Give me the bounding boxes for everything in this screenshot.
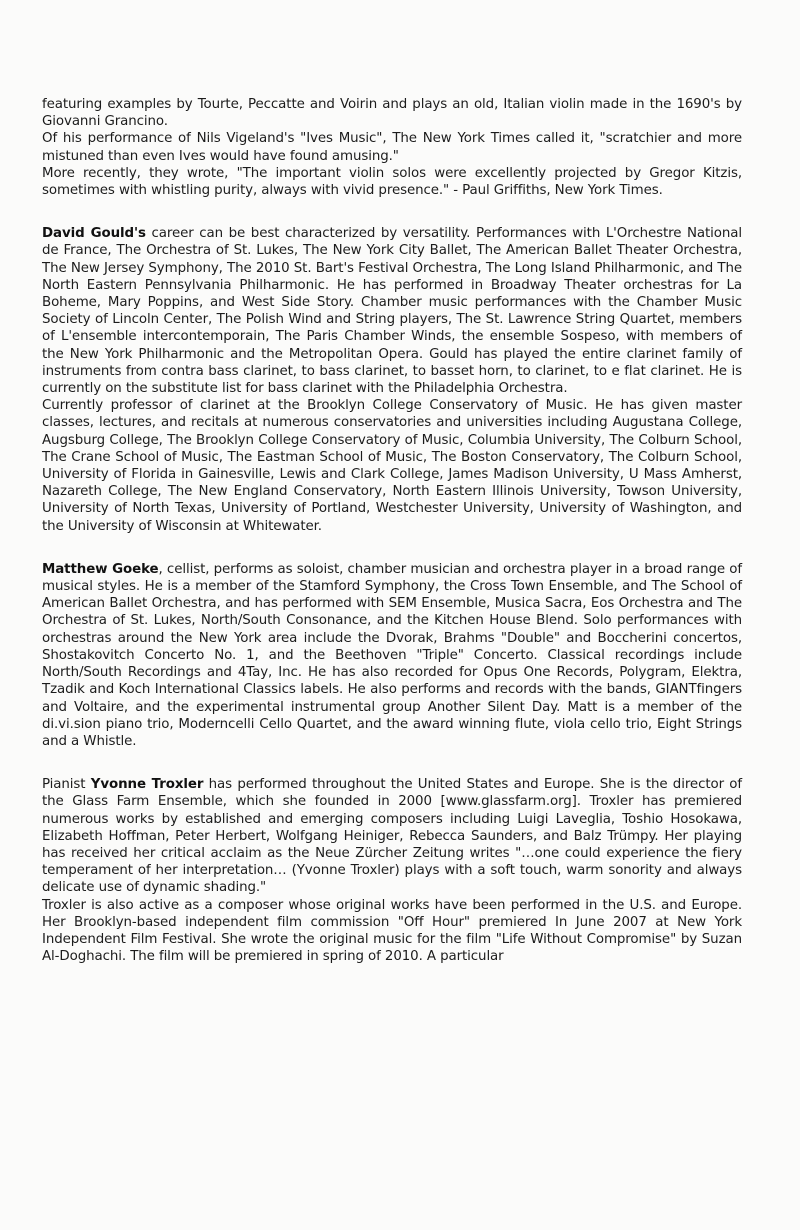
gould-paragraph-career [42, 225, 742, 397]
troxler-paragraph-composer: Troxler is also active as a composer whose original works have been performed in the U.S. and Europe. Her Brooklyn-based independent film commission "Off Hour" premiered In June 2007 at New York Independent Film Festival. She wrote the original music for the film "Life Without Compromise" by Suzan Al-Doghachi. The film will be premiered in spring of 2010. A particular [42, 897, 742, 965]
kitzis-paragraph-instruments: featuring examples by Tourte, Peccatte and Voirin and plays an old, Italian violin made in the 1690's by Giovanni Grancino. [42, 97, 742, 130]
troxler-name: Yvonne Troxler [90, 777, 204, 793]
kitzis-paragraph-griffiths-review: More recently, they wrote, "The important violin solos were excellently projected by Gregor Kitzis, sometimes with whistling purity, always with vivid presence." - Paul Griffiths, New York Times. [42, 165, 742, 199]
kitzis-paragraph-ives-review: Of his performance of Nils Vigeland's "Ives Music", The New York Times called it, "scratchier and more mistuned than even Ives would have found amusing." [42, 131, 742, 164]
troxler-bio-section [42, 776, 742, 965]
section-spacer [42, 199, 742, 225]
gould-paragraph-teaching: Currently professor of clarinet at the Brooklyn College Conservatory of Music. He has given master classes, lectures, and recitals at numerous conservatories and universities including Augustana College, Augsburg College, The Brooklyn College Conservatory of Music, Columbia University, The Colburn School, The Crane School of Music, The Eastman School of Music, The Boston Conservatory, The Colburn School, University of Florida in Gainesville, Lewis and Clark College, James Madison University, U Mass Amherst, Nazareth College, The New England Conservatory, North Eastern Illinois University, Towson University, University of North Texas, University of Portland, Westchester University, University of Washington, and the University of Wisconsin at Whitewater. [42, 398, 742, 534]
goeke-paragraph [42, 561, 742, 750]
troxler-paragraph-performance [42, 776, 742, 896]
section-spacer [42, 750, 742, 776]
bio-text-column [42, 96, 742, 965]
section-spacer [42, 535, 742, 561]
troxler-prefix: Pianist [42, 777, 91, 793]
gould-name: David Gould's [42, 226, 146, 242]
gould-bio-section [42, 225, 742, 535]
goeke-bio-section [42, 561, 742, 750]
troxler-bio-text: has performed throughout the United States and Europe. She is the director of the Glass Farm Ensemble, which she founded in 2000 [www.glassfarm.org]. Troxler has premiered numerous works by established and emerging composers including Luigi Laveglia, Toshio Hosokawa, Elizabeth Hoffman, Peter Herbert, Wolfgang Heiniger, Rebecca Saunders, and Balz Trümpy. Her playing has received her critical acclaim as the Neue Zürcher Zeitung writes "…one could experience the fiery temperament of her interpretation… (Yvonne Troxler) plays with a soft touch, warm sonority and always delicate use of dynamic shading." [42, 777, 743, 896]
gould-career-text: career can be best characterized by versatility. Performances with L'Orchestre National de France, The Orchestra of St. Lukes, The New York City Ballet, The American Ballet Theater Orchestra, The New Jersey Symphony, The 2010 St. Bart's Festival Orchestra, The Long Island Philharmonic, and The North Eastern Pennsylvania Philharmonic. He has performed in Broadway Theater orchestras for La Boheme, Mary Poppins, and West Side Story. Chamber music performances with the Chamber Music Society of Lincoln Center, The Polish Wind and String players, The St. Lawrence String Quartet, members of L'ensemble intercontemporain, The Paris Chamber Winds, the ensemble Sospeso, with members of the New York Philharmonic and the Metropolitan Opera. Gould has played the entire clarinet family of instruments from contra bass clarinet, to bass clarinet, to basset horn, to clarinet, to e flat clarinet. He is currently on the substitute list for bass clarinet with the Philadelphia Orchestra. [42, 226, 742, 397]
goeke-bio-text: , cellist, performs as soloist, chamber musician and orchestra player in a broad range of musical styles. He is a member of the Stamford Symphony, the Cross Town Ensemble, and The School of American Ballet Orchestra, and has performed with SEM Ensemble, Musica Sacra, Eos Orchestra and The Orchestra of St. Lukes, North/South Consonance, and the Kitchen House Blend. Solo performances with orchestras around the New York area include the Dvorak, Brahms "Double" and Boccherini concertos, Shostakovitch Concerto No. 1, and the Beethoven "Triple" Concerto. Classical recordings include North/South Recordings and 4Tay, Inc. He has also recorded for Opus One Records, Polygram, Elektra, Tzadik and Koch International Classics labels. He also performs and records with the bands, GIANTfingers and Voltaire, and the experimental instrumental group Another Silent Day. Matt is a member of the di.vi.sion piano trio, Moderncelli Cello Quartet, and the award winning flute, viola cello trio, Eight Strings and a Whistle. [42, 561, 742, 749]
goeke-name: Matthew Goeke [42, 561, 159, 577]
kitzis-bio-section [42, 96, 742, 199]
